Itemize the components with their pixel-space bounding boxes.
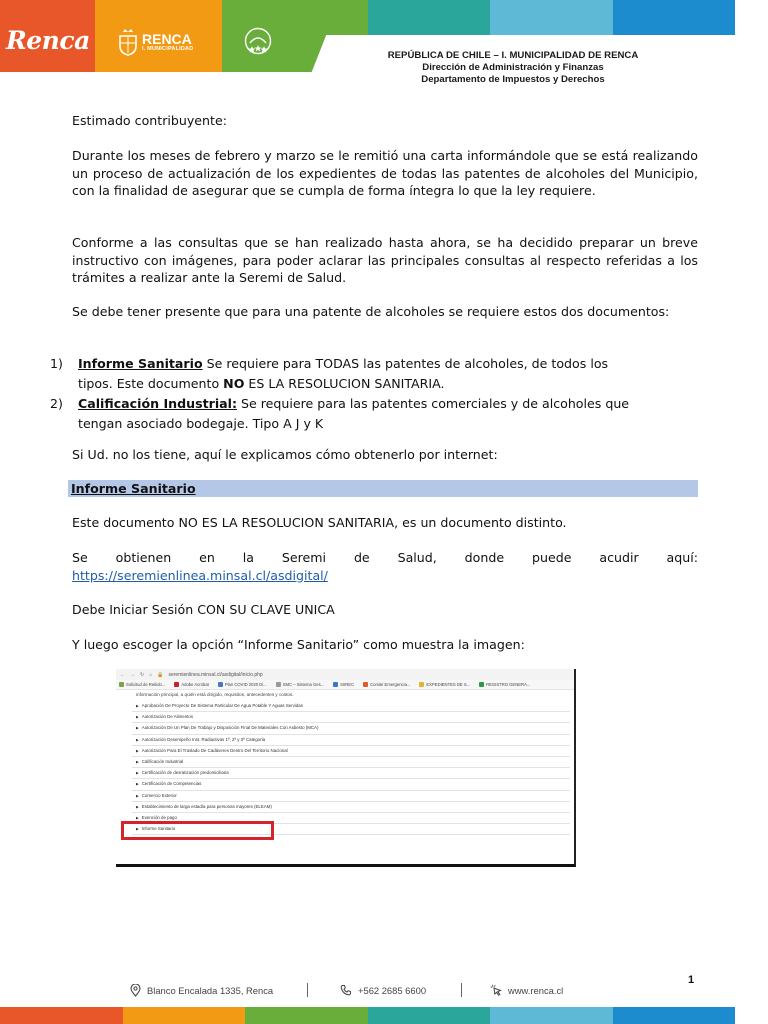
word: de [353, 550, 370, 565]
procedure-row: ▶ Autorización Para El Traslado De Cadáveres Dentro Del Territorio Nacional [132, 746, 570, 757]
word: Salud, [397, 550, 437, 565]
municipality-logo [95, 0, 222, 72]
footer-address [130, 984, 273, 997]
list-item-number: 1) [50, 356, 63, 371]
list-item [50, 394, 698, 434]
bookmark-item: Comité Emergencia... [363, 682, 410, 687]
highlight-box [121, 821, 274, 840]
bookmark-item: SMC – Sistema Ges... [276, 682, 324, 687]
seal-icon [244, 27, 272, 55]
color-stripe [613, 1007, 736, 1024]
word: en [199, 550, 215, 565]
municipality-name: RENCA [142, 31, 192, 47]
bookmark-item: SIIREC [333, 682, 354, 687]
reload-icon: ↻ [140, 671, 145, 678]
procedure-row: ▶ Calificación Industrial [132, 757, 570, 768]
list-item-emphasis: NO [223, 376, 245, 391]
municipality-subtitle: I. MUNICIPALIDAD [142, 46, 194, 52]
word: puede [532, 550, 572, 565]
seal-logo [222, 0, 340, 72]
paragraph-requirements: Se debe tener presente que para una patente de alcoholes se requiere estos dos documentos: [72, 304, 670, 319]
word: obtienen [115, 550, 172, 565]
list-item-title: Calificación Industrial: [78, 396, 237, 411]
bookmarks-bar [116, 680, 574, 690]
bookmark-item: Solicitud de Retiido... [119, 682, 165, 687]
list-item-text: tengan asociado bodegaje. Tipo A J y K [78, 416, 324, 431]
procedure-row: ▶ Establecimiento de larga estadía para personas mayores (ELEAM) [132, 802, 570, 813]
procedure-row: ▶ Comercio Exterior [132, 791, 570, 802]
paragraph-instructions: Conforme a las consultas que se han realizado hasta ahora, se ha decidido preparar un breve instructivo con imágenes, para poder aclarar las principales consultas al respecto referidas a los trámites a realizar ante la Seremi de Salud. [72, 235, 698, 285]
paragraph-where-to-get [72, 549, 698, 584]
color-stripe [613, 0, 736, 35]
location-pin-icon [130, 984, 141, 997]
list-item-text: tipos. Este documento [78, 376, 224, 391]
paragraph-not-resolution: Este documento NO ES LA RESOLUCION SANITARIA, es un documento distinto. [72, 515, 567, 530]
section-title: Informe Sanitario [71, 481, 196, 496]
page-info-text: información principal, a quién está dirigido, requisitos, antecedentes y costos. [136, 692, 294, 697]
phone-text: +562 2685 6600 [358, 984, 427, 996]
header-republic-line: REPÚBLICA DE CHILE – I. MUNICIPALIDAD DE RENCA [387, 50, 639, 61]
paragraph-choose-option: Y luego escoger la opción “Informe Sanitario” como muestra la imagen: [72, 637, 525, 652]
section-header [68, 480, 698, 497]
list-item-title: Informe Sanitario [78, 356, 203, 371]
greeting: Estimado contribuyente: [72, 113, 227, 128]
color-stripe [368, 1007, 491, 1024]
footer-divider [307, 983, 308, 997]
procedure-row: ▶ Certificación de Competencias [132, 779, 570, 790]
word: donde [464, 550, 505, 565]
seremi-link[interactable]: https://seremienlinea.minsal.cl/asdigital/ [72, 567, 328, 583]
browser-url: seremienlinea.minsal.cl/asdigital/inicio.php [168, 671, 263, 678]
paragraph-intro: Durante los meses de febrero y marzo se le remitió una carta informándole que se está realizando un proceso de actualización de los expedientes de todas las patentes de alcoholes del Municipio, con la finalidad de asegurar que se cumpla de forma íntegra lo que la ley requiere. [72, 148, 698, 198]
procedure-row: ▶ Autorización De Alimentos [132, 712, 570, 723]
procedure-row-informe-sanitario: ▶ Informe Sanitario [132, 824, 570, 835]
bookmark-item: REGISTRO GENERA... [479, 682, 530, 687]
word: aquí: [666, 550, 698, 565]
footer-web [490, 984, 563, 996]
procedure-row: ▶ Autorización Desempeño Inst. Radiactivas 1ª, 2ª y 3ª Categoría [132, 735, 570, 746]
address-text: Blanco Encalada 1335, Renca [147, 985, 274, 996]
back-arrow-icon: ← [120, 671, 125, 678]
procedure-row: ▶ Certificación de desratización predomiciliaria [132, 768, 570, 779]
crest-icon [117, 28, 139, 56]
browser-toolbar [116, 669, 574, 680]
list-item [50, 354, 698, 394]
bookmark-item: Adobe Acrobat [174, 682, 208, 687]
embedded-browser-screenshot [116, 669, 576, 867]
list-item-number: 2) [50, 396, 63, 411]
procedure-row: ▶ Autorización De Un Plan De Trabajo y Disposición Final De Materiales Con Asbesto (MCA) [132, 723, 570, 734]
phone-icon [340, 984, 352, 996]
header-direction-line: Dirección de Administración y Finanzas [422, 62, 604, 73]
word: Seremi [281, 550, 327, 565]
bookmark-item: EXPEDIENTES DE S... [419, 682, 470, 687]
header-department-line: Departamento de Impuestos y Derechos [421, 74, 605, 85]
footer-phone [340, 984, 426, 996]
page-number: 1 [688, 974, 695, 986]
renca-logo [0, 0, 95, 72]
renca-logo-text: Renca [6, 26, 90, 55]
forward-arrow-icon: → [130, 671, 135, 678]
list-item-text: Se requiere para TODAS las patentes de alcoholes, de todos los [202, 356, 609, 371]
word: Se [72, 550, 88, 565]
bookmark-item: Plan COVID 2020 Di... [218, 682, 267, 687]
color-stripe [245, 1007, 368, 1024]
paragraph-online-intro: Si Ud. no los tiene, aquí le explicamos cómo obtenerlo por internet: [72, 447, 498, 462]
color-stripe [490, 1007, 613, 1024]
footer-divider [461, 983, 462, 997]
footer-color-band [0, 1007, 735, 1024]
list-item-text: Se requiere para las patentes comerciales y de alcoholes que [236, 396, 630, 411]
paragraph-login: Debe Iniciar Sesión CON SU CLAVE UNICA [72, 602, 335, 617]
word: la [242, 550, 254, 565]
web-text: www.renca.cl [508, 984, 564, 996]
color-stripe [368, 0, 491, 35]
procedure-row: ▶ Aprobación De Proyecto De Sistema Particular De Agua Potable Y Aguas Servidas [132, 701, 570, 712]
justified-line [72, 549, 698, 567]
color-stripe [0, 1007, 123, 1024]
home-icon: ⌂ [149, 671, 153, 678]
lock-icon: 🔒 [157, 671, 164, 678]
procedure-row: ▶ Exención de pago [132, 813, 570, 824]
cursor-click-icon [490, 984, 502, 996]
color-stripe [490, 0, 613, 35]
color-stripe [123, 1007, 246, 1024]
word: acudir [599, 550, 639, 565]
list-item-text: ES LA RESOLUCION SANITARIA. [244, 376, 445, 391]
